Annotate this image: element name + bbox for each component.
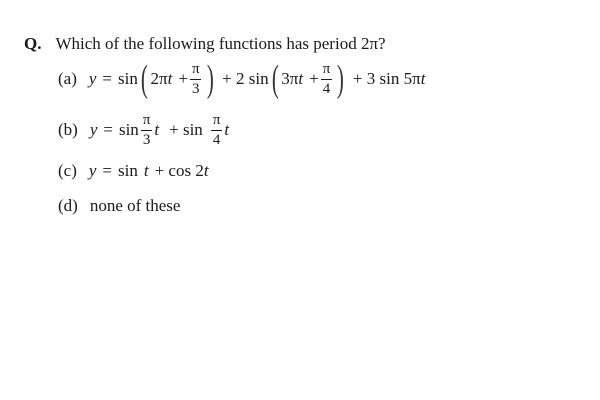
option-c: [58, 160, 209, 182]
question-text: Which of the following functions has period 2π?: [55, 34, 386, 53]
option-b-sin1: sin: [118, 120, 139, 139]
option-b-frac1-den: 3: [142, 131, 151, 148]
option-a-tag: (a): [58, 69, 77, 88]
option-a-sin1: sin: [118, 69, 138, 88]
option-b-eq: =: [103, 120, 113, 139]
option-a-frac1: [190, 62, 202, 97]
option-d: [58, 195, 180, 217]
option-b-frac1: [141, 113, 153, 148]
option-a-y: y: [88, 69, 97, 88]
option-a-tail: + 3 sin 5π: [352, 69, 421, 88]
option-a-frac1-num: π: [191, 60, 200, 77]
option-d-tag: (d): [58, 196, 78, 215]
left-paren-icon: (: [140, 58, 148, 100]
option-b-t2: t: [224, 120, 230, 139]
option-c-y: y: [88, 161, 97, 180]
option-a-frac2-num: π: [322, 60, 331, 77]
option-a-term2-coef: 3π: [281, 69, 299, 88]
option-a-plus3: +: [309, 69, 319, 88]
right-paren-icon: ): [337, 58, 345, 100]
option-d-text: none of these: [89, 196, 181, 215]
right-paren-icon: ): [206, 58, 214, 100]
option-c-tag: (c): [58, 161, 77, 180]
option-a: [58, 56, 425, 102]
question-label: Q.: [24, 34, 42, 53]
option-c-eq: =: [102, 161, 113, 180]
option-a-term2-t: t: [298, 69, 304, 88]
left-paren-icon: (: [271, 58, 279, 100]
option-c-t1: t: [143, 161, 149, 180]
option-c-t2: t: [203, 161, 209, 180]
option-b-frac2-num: π: [212, 111, 221, 128]
option-c-plus: + cos 2: [154, 161, 204, 180]
option-a-eq: =: [102, 69, 113, 88]
option-a-term1-coef: 2π: [150, 69, 168, 88]
option-a-tail-t: t: [420, 69, 426, 88]
option-b-tag: (b): [58, 120, 78, 139]
option-b-frac2-den: 4: [212, 131, 221, 148]
option-b-frac1-num: π: [142, 111, 151, 128]
option-b-plus: + sin: [169, 120, 203, 139]
option-a-group2: [269, 60, 347, 98]
option-b-frac2: [211, 113, 223, 148]
option-b-y: y: [89, 120, 98, 139]
option-a-term1-t: t: [167, 69, 173, 88]
option-b-t1: t: [154, 120, 160, 139]
option-a-plus1: +: [178, 69, 188, 88]
option-a-group1: [138, 60, 216, 98]
option-a-frac2-den: 4: [322, 80, 331, 97]
option-c-sin: sin: [118, 161, 138, 180]
question: [24, 34, 386, 54]
option-a-frac1-den: 3: [191, 80, 200, 97]
option-b: [58, 108, 229, 152]
option-a-frac2: [321, 62, 333, 97]
option-a-plus2: + 2 sin: [222, 69, 269, 88]
